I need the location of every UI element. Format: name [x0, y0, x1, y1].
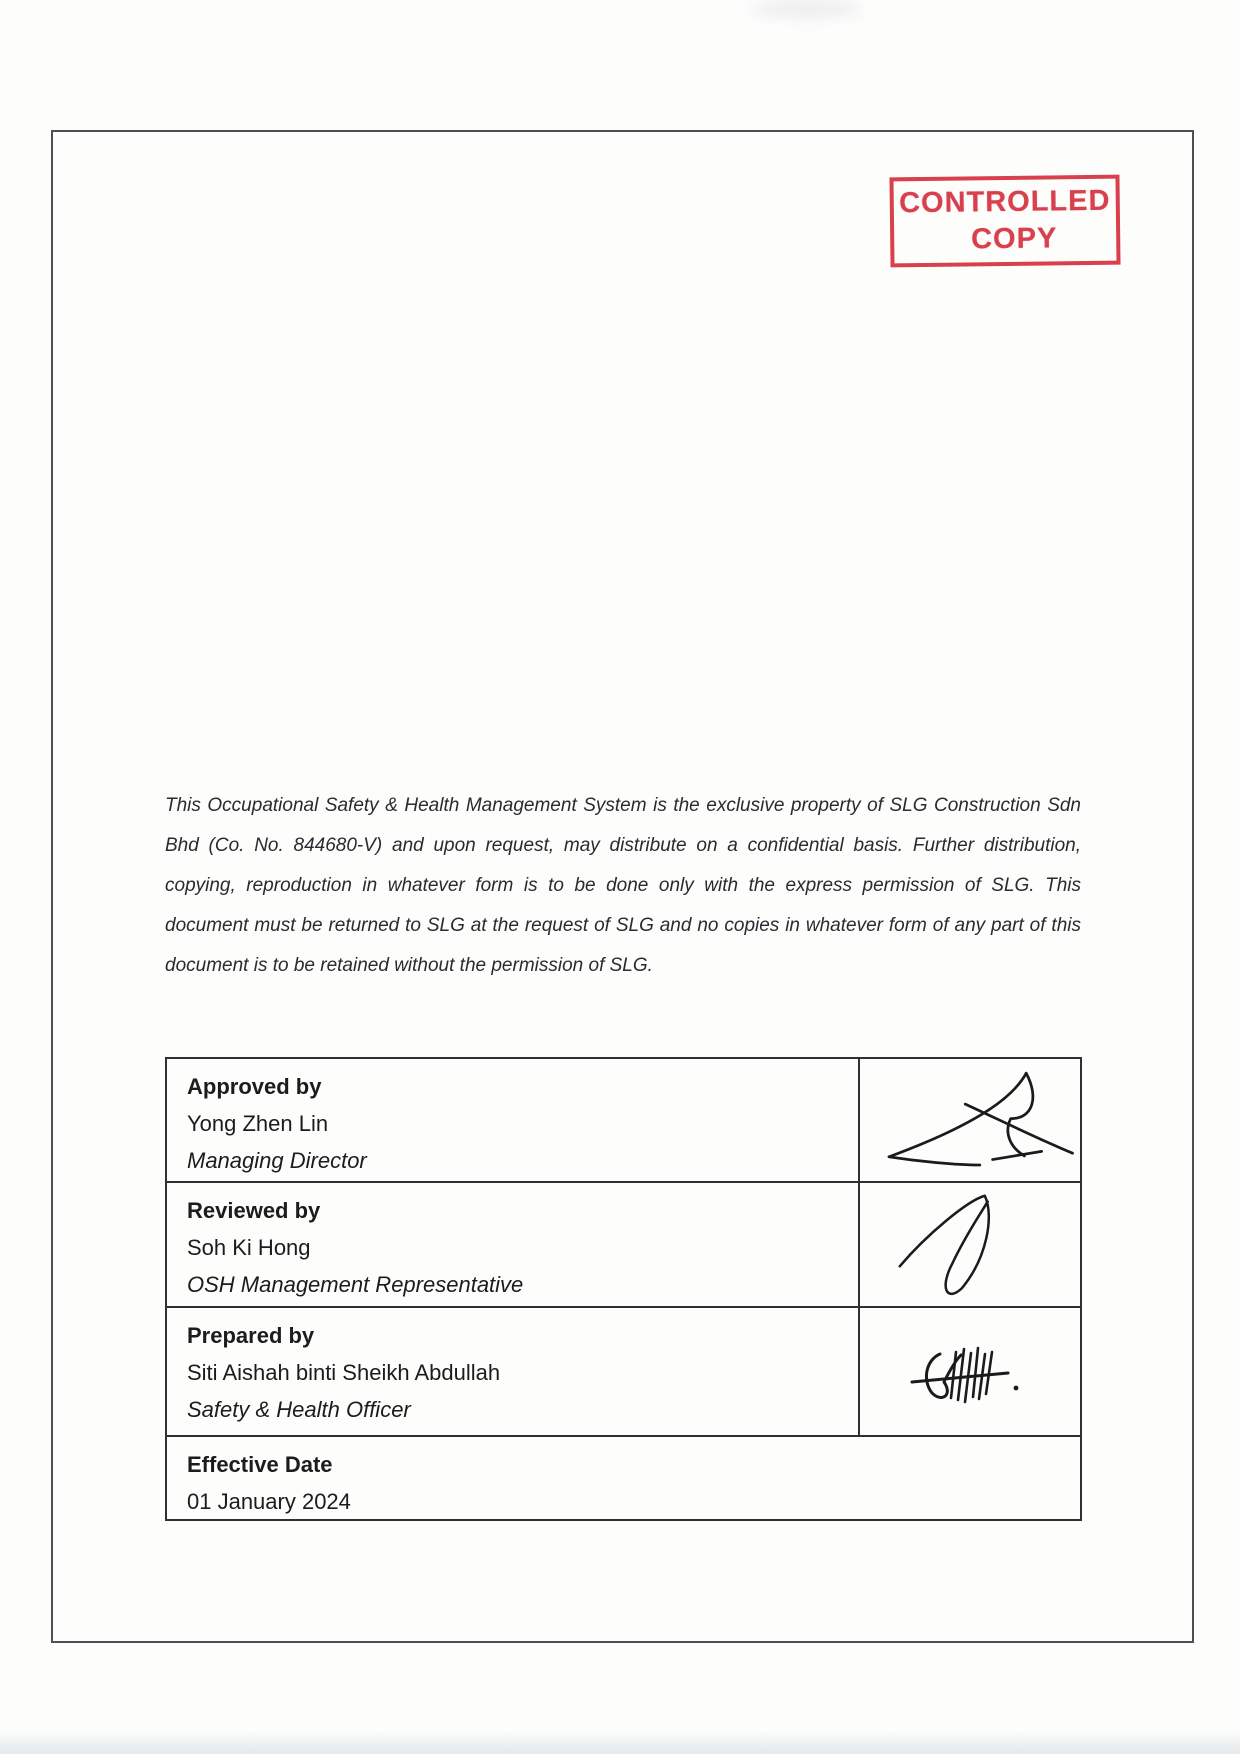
stamp-line-2: COPY: [970, 222, 1058, 256]
reviewed-by-name: Soh Ki Hong: [187, 1235, 311, 1260]
effective-date-cell: [167, 1437, 351, 1519]
scan-smudge: [752, 0, 862, 18]
notice-line: document is to be retained without the permission of SLG.: [165, 955, 653, 976]
approved-by-title: Managing Director: [187, 1148, 367, 1173]
approval-table: [165, 1057, 1082, 1521]
notice-line: Bhd (Co. No. 844680-V) and upon request, may distribute on a confidential basis. Further distribution,: [165, 835, 1081, 856]
notice-line: copying, reproduction in whatever form is to be done only with the express permission of SLG. This: [165, 875, 1081, 896]
reviewed-by-label: Reviewed by: [187, 1198, 321, 1223]
prepared-by-signature-cell: [858, 1308, 1080, 1435]
stamp-line-1: CONTROLLED: [898, 184, 1111, 220]
approved-by-label: Approved by: [187, 1074, 322, 1099]
controlled-copy-stamp: [889, 175, 1120, 268]
prepared-signature-icon: [908, 1340, 1023, 1415]
table-row-approved-by: [167, 1059, 1080, 1181]
reviewed-by-cell: [167, 1183, 858, 1306]
table-row-effective-date: [167, 1435, 1080, 1519]
effective-date-label: Effective Date: [187, 1452, 333, 1477]
scan-bottom-edge: [0, 1730, 1240, 1754]
approved-by-signature-cell: [858, 1059, 1080, 1181]
reviewed-by-signature-cell: [858, 1183, 1080, 1306]
approved-by-cell: [167, 1059, 858, 1181]
effective-date-value: 01 January 2024: [187, 1489, 351, 1514]
prepared-by-title: Safety & Health Officer: [187, 1397, 411, 1422]
notice-line: document must be returned to SLG at the request of SLG and no copies in whatever form of any part of this: [165, 915, 1081, 936]
table-row-prepared-by: [167, 1306, 1080, 1435]
notice-line: This Occupational Safety & Health Management System is the exclusive property of SLG Construction Sdn: [165, 795, 1081, 816]
table-row-reviewed-by: [167, 1181, 1080, 1306]
prepared-by-label: Prepared by: [187, 1323, 315, 1348]
reviewed-signature-icon: [892, 1189, 1008, 1303]
confidentiality-notice: [165, 786, 1081, 986]
prepared-by-cell: [167, 1308, 858, 1435]
approved-by-name: Yong Zhen Lin: [187, 1111, 329, 1136]
reviewed-by-title: OSH Management Representative: [187, 1272, 524, 1297]
approved-signature-icon: [878, 1063, 1078, 1177]
prepared-by-name: Siti Aishah binti Sheikh Abdullah: [187, 1360, 501, 1385]
